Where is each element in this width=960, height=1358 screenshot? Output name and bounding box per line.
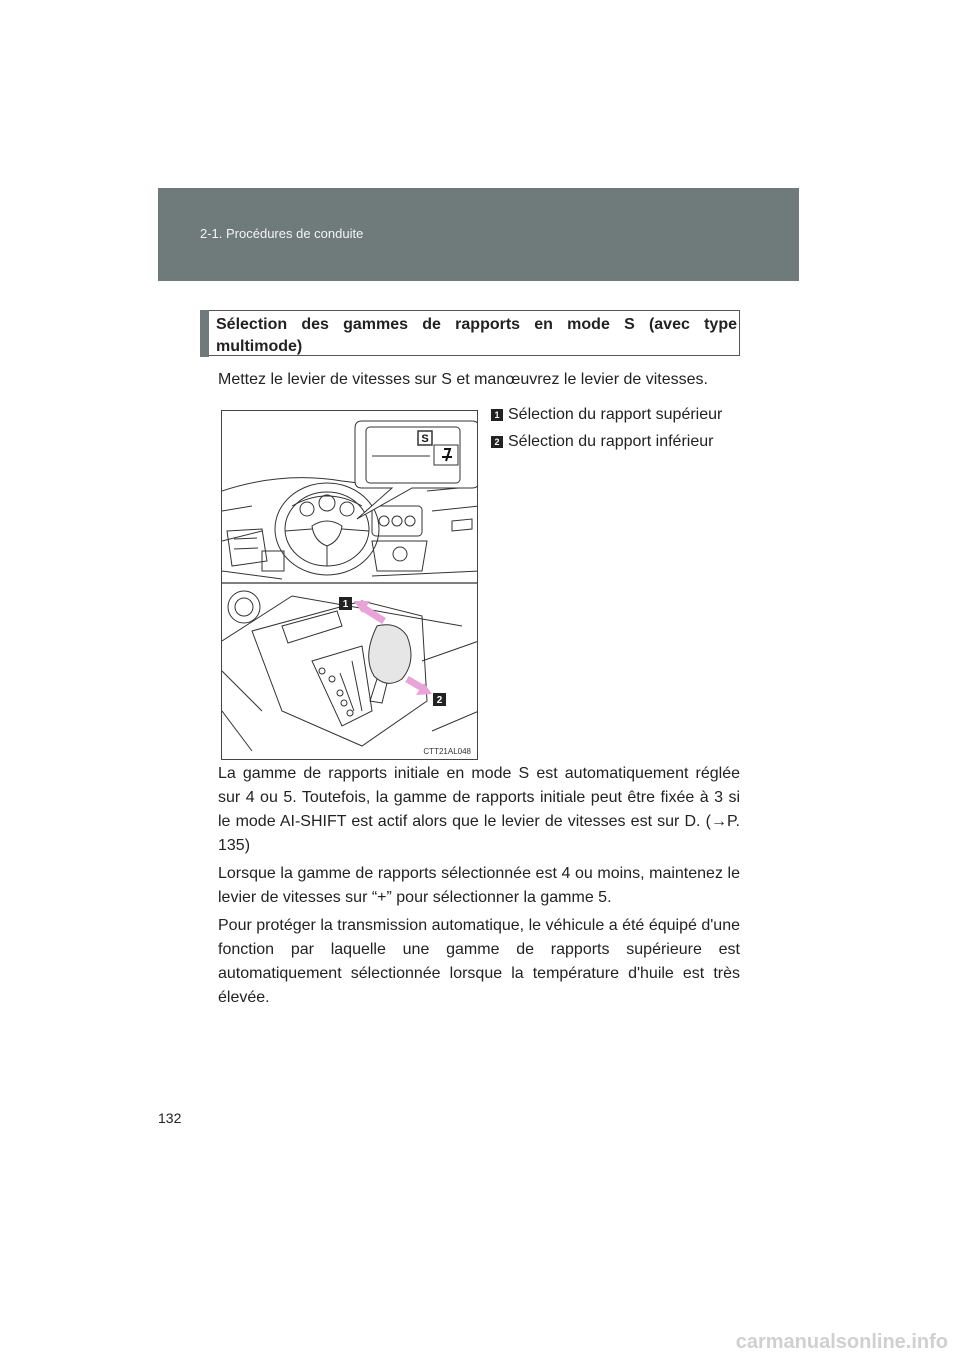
paragraph-initial-range: La gamme de rapports initiale en mode S est automatiquement réglée sur 4 ou 5. Toutefois, la gamme de rapports initiale peut être fixée à 3 si le mode AI-SHIFT est actif alors que le levier de vitesses est sur D. (→P. 135) <box>218 765 740 854</box>
heading-box <box>200 310 740 356</box>
gear-lever-illustration <box>222 411 478 760</box>
callout-1: 1 <box>342 599 349 610</box>
watermark: carmanualsonline.info <box>735 1331 948 1353</box>
intro-paragraph: Mettez le levier de vitesses sur S et manœuvrez le levier de vitesses. <box>218 371 708 388</box>
legend-label: Sélection du rapport inférieur <box>508 433 714 450</box>
legend-number: 1 <box>491 409 503 421</box>
figure-code: CTT21AL048 <box>423 747 471 756</box>
display-letter: S <box>421 433 429 445</box>
callout-2: 2 <box>436 695 443 706</box>
legend-number: 2 <box>491 436 503 448</box>
heading-title: Sélection des gammes de rapports en mode S (avec type multimode) <box>216 316 737 355</box>
section-title: 2-1. Procédures de conduite <box>200 226 364 241</box>
legend-item-upshift <box>491 406 722 424</box>
legend-item-downshift <box>491 433 713 451</box>
legend-label: Sélection du rapport supérieur <box>508 406 723 423</box>
heading-bar <box>200 310 209 357</box>
gear-lever-figure <box>221 410 478 760</box>
paragraph-hold-plus: Lorsque la gamme de rapports sélectionnée est 4 ou moins, maintenez le levier de vitesses sur “+” pour sélectionner la gamme 5. <box>218 865 740 906</box>
page-number: 132 <box>158 1110 182 1126</box>
paragraph-protection: Pour protéger la transmission automatique, le véhicule a été équipé d'une fonction par laquelle une gamme de rapports supérieure est automatiquement sélectionnée lorsque la température d'huile est très élevée. <box>218 917 740 1006</box>
header-band <box>158 188 799 281</box>
